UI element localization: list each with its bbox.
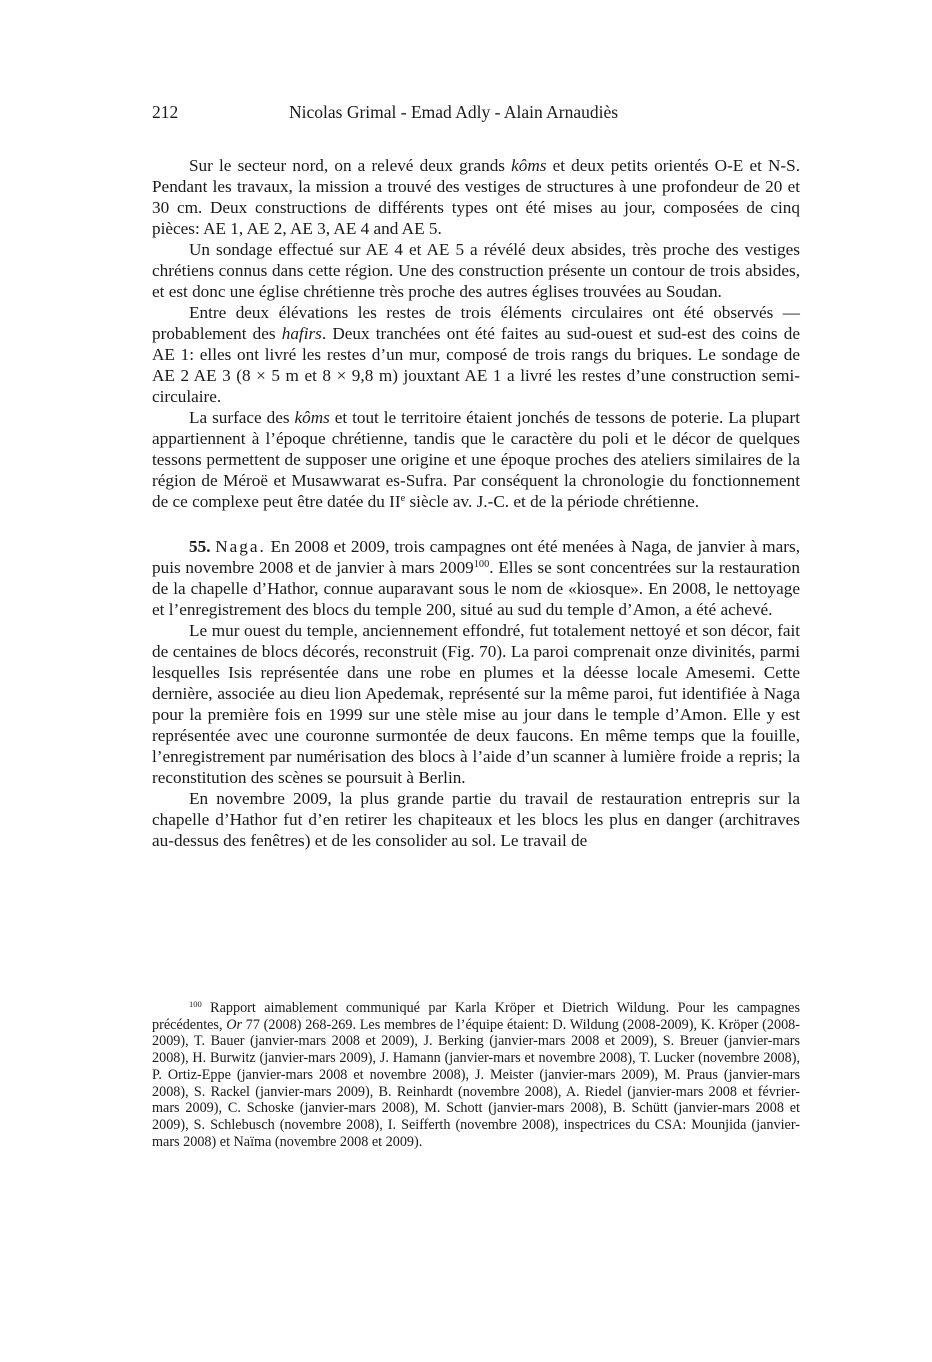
page-header: [152, 102, 800, 126]
footnote-mark: 100: [189, 998, 202, 1009]
paragraph: Entre deux élévations les restes de trois éléments circulaires ont été observés — probablement des hafirs. Deux tranchées ont été faites au sud-ouest et sud-est des coins de AE 1: elles ont livré les restes d’un mur, composé de trois rangs du briques. Le sondage de AE 2 AE 3 (8 × 5 m et 8 × 9,8 m) jouxtant AE 1 a livré les restes d’une construction semi-circulaire.: [152, 303, 800, 406]
section-number: 55.: [189, 537, 211, 556]
page-number: 212: [152, 102, 179, 122]
paragraph: Un sondage effectué sur AE 4 et AE 5 a révélé deux absides, très proche des vestiges chrétiens connus dans cette région. Une des construction présente un contour de trois absides, et est donc une église chrétienne très proche des autres églises trouvées au Soudan.: [152, 240, 800, 301]
paragraph: Sur le secteur nord, on a relevé deux grands kôms et deux petits orientés O-E et N-S. Pendant les travaux, la mission a trouvé des vestiges de structures à une profondeur de 20 et 30 cm. Deux constructions de différents types ont été mises au jour, composées de cinq pièces: AE 1, AE 2, AE 3, AE 4 and AE 5.: [152, 156, 800, 238]
footnote-text: $^{100}$ Rapport aimablement communiqué par Karla Kröper et Dietrich Wildung. Pour les campagnes précédentes, Or 77 (2008) 268-269. Les membres de l’équipe étaient: D. Wildung (2008-2009), K. Kröper (2008-2009), T. Bauer (janvier-mars 2008 et 2009), J. Berking (janvier-mars 2008 et 2009), S. Breuer (janvier-mars 2008), H. Burwitz (janvier-mars 2009), J. Hamann (janvier-mars et novembre 2008), T. Lucker (novembre 2008), P. Ortiz-Eppe (janvier-mars 2008 et novembre 2008), J. Meister (janvier-mars 2009), M. Praus (janvier-mars 2008), S. Rackel (janvier-mars 2009), B. Reinhardt (novembre 2008), A. Riedel (janvier-mars 2008 et février-mars 2009), C. Schoske (janvier-mars 2008), M. Schott (janvier-mars 2008), B. Schütt (janvier-mars 2008 et 2009), S. Schlebusch (novembre 2008), I. Seifferth (novembre 2008), inspectrices du CSA: Mounjida (janvier-mars 2008) et Naïma (novembre 2008 et 2009).: [152, 998, 800, 1150]
paragraph: La surface des kôms et tout le territoire étaient jonchés de tessons de poterie. La plupart appartiennent à l’époque chrétienne, tandis que le caractère du poli et le décor de quelques tessons permettent de supposer une origine et une époque proches des ateliers similaires de la région de Méroë et Musawwarat es-Sufra. Par conséquent la chronologie du fonctionnement de ce complexe peut être datée du IIe siècle av. J.-C. et de la période chrétienne.: [152, 408, 801, 511]
running-head: Nicolas Grimal - Emad Adly - Alain Arnaudiès: [289, 102, 619, 122]
footnote: [152, 1000, 800, 1150]
paragraph: Le mur ouest du temple, anciennement effondré, fut totalement nettoyé et son décor, fait de centaines de blocs décorés, reconstruit (Fig. 70). La paroi comprenait onze divinités, parmi lesquelles Isis représentée dans une robe en plumes et la déesse locale Amesemi. Cette dernière, associée au dieu lion Apedemak, représenté sur la même paroi, fut identifiée à Naga pour la première fois en 1999 sur une stèle mise au jour dans le temple d’Amon. Elle y est représentée avec une couronne surmontée de deux faucons. En même temps que la fouille, l’enregistrement par numérisation des blocs à l’aide d’un scanner à lumière froide a repris; la reconstitution des scènes se poursuit à Berlin.: [152, 621, 800, 787]
section-paragraph: 55. Naga. En 2008 et 2009, trois campagnes ont été menées à Naga, de janvier à mars, puis novembre 2008 et de janvier à mars 2009$^{100}$. Elles se sont concentrées sur la restauration de la chapelle d’Hathor, connue auparavant sous le nom de «kiosque». En 2008, le nettoyage et l’enregistrement des blocs du temple 200, situé au sud du temple d’Amon, a été achevé.: [152, 537, 800, 619]
body-text: [152, 155, 800, 851]
section-place: Naga.: [215, 537, 266, 556]
footnote-reference[interactable]: 100: [473, 558, 490, 570]
section-gap: [152, 512, 800, 536]
paragraph: En novembre 2009, la plus grande partie du travail de restauration entrepris sur la chapelle d’Hathor fut d’en retirer les chapiteaux et les blocs les plus en danger (architraves au-dessus des fenêtres) et de les consolider au sol. Le travail de: [152, 789, 800, 850]
